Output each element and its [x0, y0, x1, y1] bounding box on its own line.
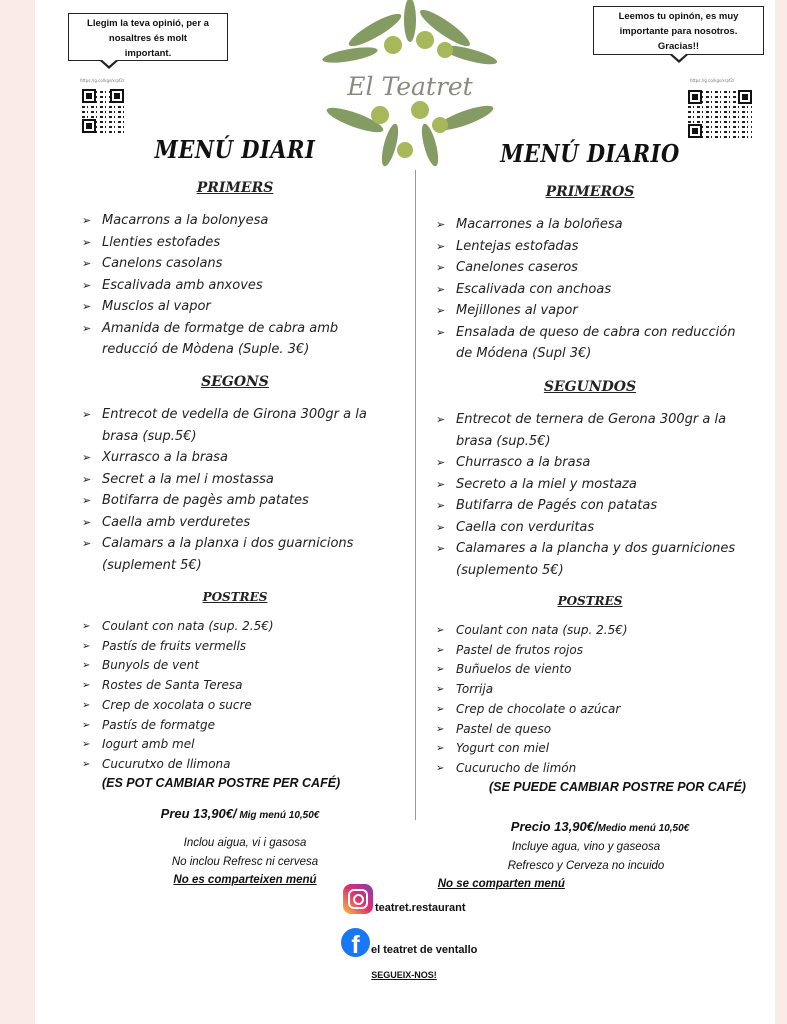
no-share: No se comparten menú	[437, 878, 565, 890]
menu-item: ➢ Escalivada con anchoas	[436, 279, 746, 301]
includes: Inclou aigua, vi i gasosa	[183, 837, 307, 849]
column-divider	[415, 170, 416, 820]
segundos-list	[436, 409, 736, 581]
menu-item: ➢ Yogurt con miel	[436, 739, 736, 759]
menu-item: ➢ Musclos al vapor	[82, 296, 382, 318]
menu-item: ➢ Cucurucho de limón	[436, 759, 736, 779]
menu-item: ➢ Macarrons a la bolonyesa	[82, 210, 382, 232]
menu-item: ➢ Churrasco a la brasa	[436, 452, 736, 474]
primers-list	[82, 210, 382, 361]
full-price: Preu 13,90€/	[160, 806, 237, 821]
includes: Incluye agua, vino y gaseosa	[511, 841, 661, 853]
facebook-page[interactable]: el teatret de ventallo	[371, 944, 478, 956]
instagram-handle[interactable]: teatret.restaurant	[375, 902, 466, 914]
menu-item: ➢ Canelons casolans	[82, 253, 382, 275]
menu-item: ➢ Coulant con nata (sup. 2.5€)	[436, 621, 736, 641]
half-price: Mig menú 10,50€	[236, 810, 320, 821]
menu-item: ➢ Crep de xocolata o sucre	[82, 696, 382, 716]
postres-list-es	[436, 621, 736, 779]
feedback-bubble-spanish	[593, 6, 764, 55]
section-primers: PRIMERS	[196, 180, 274, 196]
full-price: Precio 13,90€/	[510, 819, 598, 834]
feedback-bubble-catalan	[68, 13, 228, 61]
menu-item: ➢ Mejillones al vapor	[436, 300, 746, 322]
menu-item: ➢ Pastel de queso	[436, 720, 736, 740]
menu-item: ➢ Buñuelos de viento	[436, 660, 736, 680]
menu-item: ➢ Cucurutxo de llimona	[82, 755, 382, 775]
menu-item: ➢ Pastel de frutos rojos	[436, 641, 736, 661]
section-postres: POSTRES	[202, 590, 268, 604]
menu-item: ➢ Bunyols de vent	[82, 656, 382, 676]
instagram-icon[interactable]	[343, 884, 373, 914]
menu-item: ➢ Secret a la mel i mostassa	[82, 469, 382, 491]
menu-item: ➢ Entrecot de ternera de Gerona 300gr a la brasa (sup.5€)	[436, 409, 736, 452]
section-primeros: PRIMEROS	[545, 184, 635, 200]
no-share: No es comparteixen menú	[173, 874, 317, 886]
menu-item: ➢ Escalivada amb anxoves	[82, 275, 382, 297]
price-catalan	[161, 806, 320, 821]
bubble-text: Llegim la teva opinió, per a nosaltres és molt important.	[87, 18, 209, 59]
conditions-spanish	[437, 838, 665, 894]
menu-item: ➢ Ensalada de queso de cabra con reducción de Módena (Supl 3€)	[436, 322, 746, 365]
section-segundos: SEGUNDOS	[543, 379, 637, 395]
menu-item: ➢ Torrija	[436, 680, 736, 700]
menu-item: ➢ Canelones caseros	[436, 257, 746, 279]
segons-list	[82, 404, 382, 576]
qr-code-right[interactable]	[686, 88, 754, 140]
restaurant-name: El Teatret	[339, 72, 480, 101]
conditions-catalan	[172, 834, 318, 890]
facebook-icon[interactable]: f	[341, 928, 370, 957]
menu-item: ➢ Butifarra de Pagés con patatas	[436, 495, 736, 517]
menu-title-catalan: MENÚ DIARI	[154, 135, 316, 164]
menu-item: ➢ Botifarra de pagès amb patates	[82, 490, 382, 512]
menu-item: ➢ Amanida de formatge de cabra amb reducció de Mòdena (Suple. 3€)	[82, 318, 382, 361]
menu-item: ➢ Pastís de fruits vermells	[82, 637, 382, 657]
menu-item: ➢ Caella con verduritas	[436, 517, 736, 539]
dessert-swap-note-es: (SE PUEDE CAMBIAR POSTRE POR CAFÉ)	[489, 780, 746, 794]
menu-item: ➢ Macarrones a la boloñesa	[436, 214, 746, 236]
half-price: Medio menú 10,50€	[597, 823, 690, 834]
bubble-text: Leemos tu opinón, es muy importante para nosotros. Gracias!!	[618, 11, 739, 52]
menu-item: ➢ Lentejas estofadas	[436, 236, 746, 258]
menu-item: ➢ Calamars a la planxa i dos guarnicions (suplement 5€)	[82, 533, 382, 576]
menu-item: ➢ Secreto a la miel y mostaza	[436, 474, 736, 496]
menu-item: ➢ Llenties estofades	[82, 232, 382, 254]
postres-list	[82, 617, 382, 775]
follow-us: SEGUEIX-NOS!	[371, 970, 437, 980]
price-spanish	[511, 819, 689, 834]
section-postres-es: POSTRES	[557, 594, 623, 608]
qr-code-left[interactable]	[80, 87, 126, 135]
menu-item: ➢ Crep de chocolate o azúcar	[436, 700, 736, 720]
menu-item: ➢ Pastís de formatge	[82, 716, 382, 736]
qr-url-right: https://g.co/kgs/xrpf2r	[690, 78, 735, 83]
menu-item: ➢ Rostes de Santa Teresa	[82, 676, 382, 696]
menu-item: ➢ Calamares a la plancha y dos guarniciones (suplemento 5€)	[436, 538, 736, 581]
menu-title-spanish: MENÚ DIARIO	[500, 139, 680, 168]
menu-item: ➢ Xurrasco a la brasa	[82, 447, 382, 469]
excludes: No inclou Refresc ni cervesa	[171, 855, 319, 868]
section-segons: SEGONS	[201, 374, 269, 390]
menu-item: ➢ Caella amb verduretes	[82, 512, 382, 534]
menu-item: ➢ Entrecot de vedella de Girona 300gr a la brasa (sup.5€)	[82, 404, 382, 447]
excludes: Refresco y Cerveza no incuido	[507, 859, 665, 872]
primeros-list	[436, 214, 746, 365]
menu-item: ➢ Iogurt amb mel	[82, 735, 382, 755]
menu-item: ➢ Coulant con nata (sup. 2.5€)	[82, 617, 382, 637]
qr-url-left: https://g.co/kgs/xrpf2r	[80, 78, 125, 83]
dessert-swap-note: (ES POT CAMBIAR POSTRE PER CAFÉ)	[102, 776, 341, 790]
